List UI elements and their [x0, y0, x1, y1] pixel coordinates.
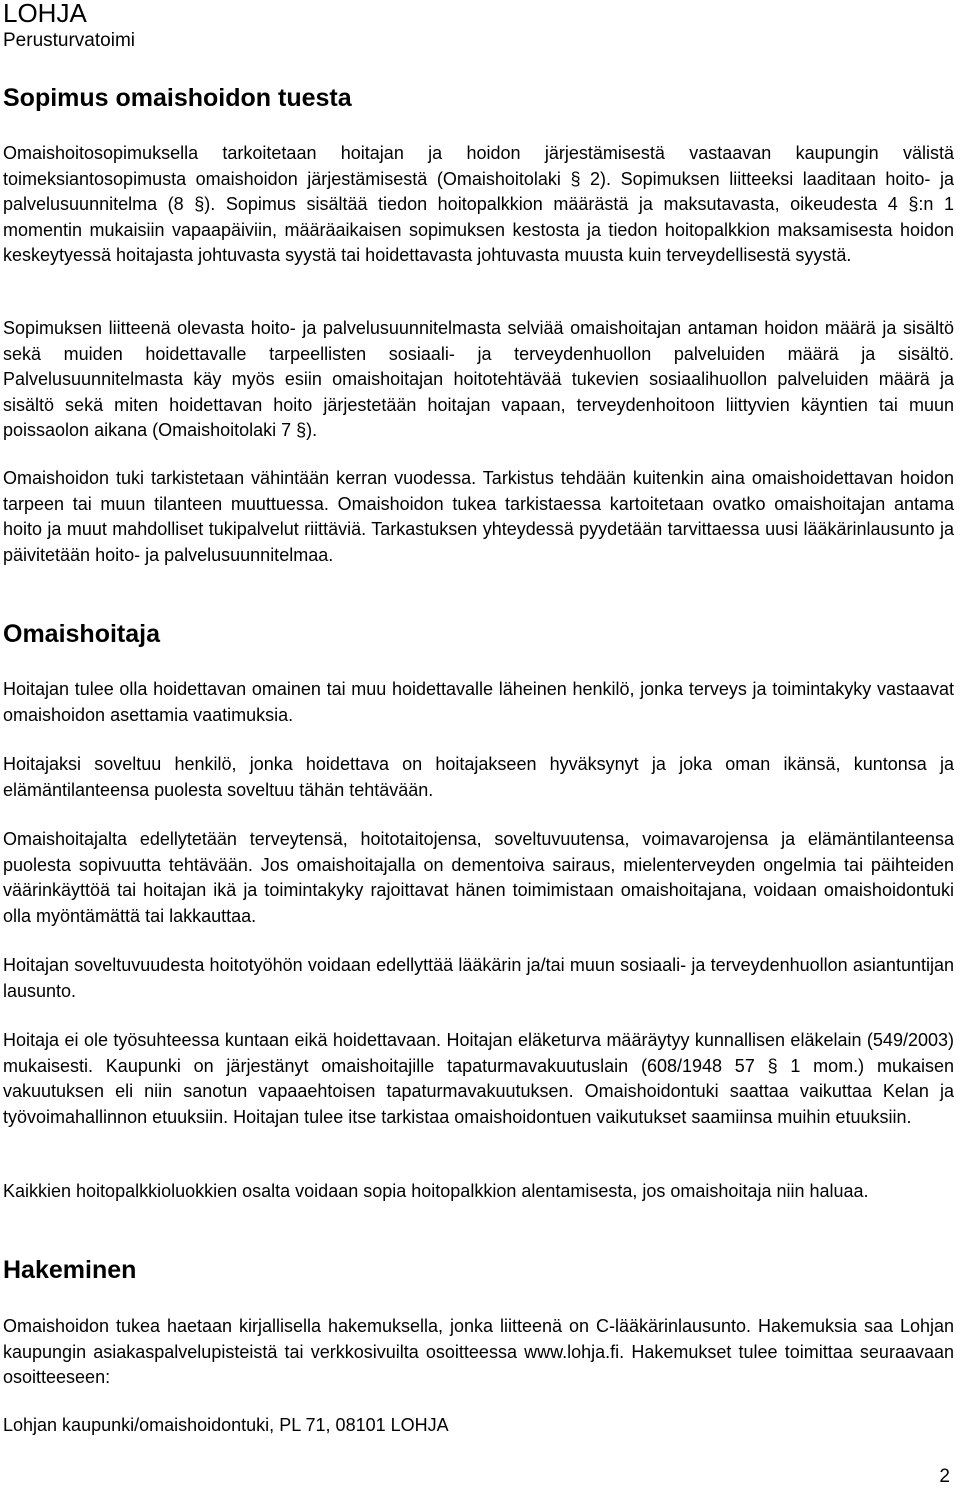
organization-name: LOHJA — [3, 0, 87, 28]
postal-address: Lohjan kaupunki/omaishoidontuki, PL 71, 08101 LOHJA — [3, 1415, 449, 1435]
paragraph-medical-statement: Hoitajan soveltuvuudesta hoitotyöhön voidaan edellyttää lääkärin ja/tai muun sosiaali- ja terveydenhuollon asiantuntijan lausunto. — [3, 955, 954, 1001]
page-number: 2 — [939, 1466, 950, 1487]
organization-unit: Perusturvatoimi — [3, 30, 135, 51]
paragraph-caregiver-suitability: Hoitajaksi soveltuu henkilö, jonka hoidettava on hoitajakseen hyväksynyt ja joka oman ikänsä, kuntonsa ja elämäntilanteensa puolesta soveltuu tähän tehtävään. — [3, 754, 954, 800]
section-heading-agreement: Sopimus omaishoidon tuesta — [3, 84, 352, 112]
paragraph-application-instructions: Omaishoidon tukea haetaan kirjallisella hakemuksella, jonka liitteenä on C-lääkärinlausunto. Hakemuksia saa Lohjan kaupungin asiakaspalvelupisteistä tai verkkosivuilta osoitteessa www.lohja.fi. Hakemukset tulee toimittaa seuraavaan osoitteeseen: — [3, 1316, 954, 1388]
paragraph-agreement-definition: Omaishoitosopimuksella tarkoitetaan hoitajan ja hoidon järjestämisestä vastaavan kaupungin välistä toimeksiantosopimusta omaishoidon järjestämisestä (Omaishoitolaki § 2). Sopimuksen liitteeksi laaditaan hoito- ja palvelusuunnitelma (8 §). Sopimus sisältää tiedon hoitopalkkion määrästä ja maksutavasta, oikeudesta 4 §:n 1 momentin mukaisiin vapaapäiviin, määräaikaisen sopimuksen kestosta ja tiedon hoitopalkkion maksamisesta hoidon keskeytyessä hoitajasta johtuvasta syystä tai hoidettavasta johtuvasta muusta kuin terveydellisestä syystä. — [3, 143, 954, 266]
paragraph-caregiver-requirements: Omaishoitajalta edellytetään terveytensä, hoitotaitojensa, soveltuvuutensa, voimavarojensa ja elämäntilanteensa puolesta sopivuutta tehtävään. Jos omaishoitajalla on dementoiva sairaus, mielenterveyden ongelmia tai päihteiden väärinkäyttöä tai hoitajan ikä ja toimintakyky rajoittavat hänen toimimistaan omaishoitajana, voidaan omaishoidontuki olla myöntämättä tai lakkauttaa. — [3, 829, 954, 926]
paragraph-review: Omaishoidon tuki tarkistetaan vähintään kerran vuodessa. Tarkistus tehdään kuitenkin aina omaishoidettavan hoidon tarpeen tai muun tilanteen muuttuessa. Omaishoidon tukea tarkistaessa kartoitetaan ovatko omaishoitajan antama hoito ja muut mahdolliset tukipalvelut riittäviä. Tarkastuksen yhteydessä pyydetään tarvittaessa uusi lääkärinlausunto ja päivitetään hoito- ja palvelusuunnitelmaa. — [3, 468, 954, 565]
paragraph-care-plan: Sopimuksen liitteenä olevasta hoito- ja palvelusuunnitelmasta selviää omaishoitajan antaman hoidon määrä ja sisältö sekä muiden hoidettavalle tarpeellisten sosiaali- ja terveydenhuollon palveluiden määrä ja sisältö. Palvelusuunnitelmasta käy myös esiin omaishoitajan hoitotehtävää tukevien sosiaalihuollon palveluiden määrä ja sisältö sekä miten hoidettavan hoito järjestetään hoitajan vapaan, terveydenhoitoon liittyvien käyntien tai muun poissaolon aikana (Omaishoitolaki 7 §). — [3, 318, 954, 441]
paragraph-caregiver-relation: Hoitajan tulee olla hoidettavan omainen tai muu hoidettavalle läheinen henkilö, jonka terveys ja toimintakyky vastaavat omaishoidon asettamia vaatimuksia. — [3, 679, 954, 725]
section-heading-caregiver: Omaishoitaja — [3, 620, 160, 648]
section-heading-application: Hakeminen — [3, 1256, 137, 1284]
paragraph-fee-reduction: Kaikkien hoitopalkkioluokkien osalta voidaan sopia hoitopalkkion alentamisesta, jos omaishoitaja niin haluaa. — [3, 1181, 869, 1201]
paragraph-employment-insurance: Hoitaja ei ole työsuhteessa kuntaan eikä hoidettavaan. Hoitajan eläketurva määräytyy kunnallisen eläkelain (549/2003) mukaisesti. Kaupunki on järjestänyt omaishoitajille tapaturmavakuutuslain (608/1948 57 § 1 mom.) mukaisen vakuutuksen eli niin sanotun vapaaehtoisen tapaturmavakuutuksen. Omaishoidontuki saattaa vaikuttaa Kelan ja työvoimahallinnon etuuksiin. Hoitajan tulee itse tarkistaa omaishoidontuen vaikutukset saamiinsa muihin etuuksiin. — [3, 1030, 954, 1127]
